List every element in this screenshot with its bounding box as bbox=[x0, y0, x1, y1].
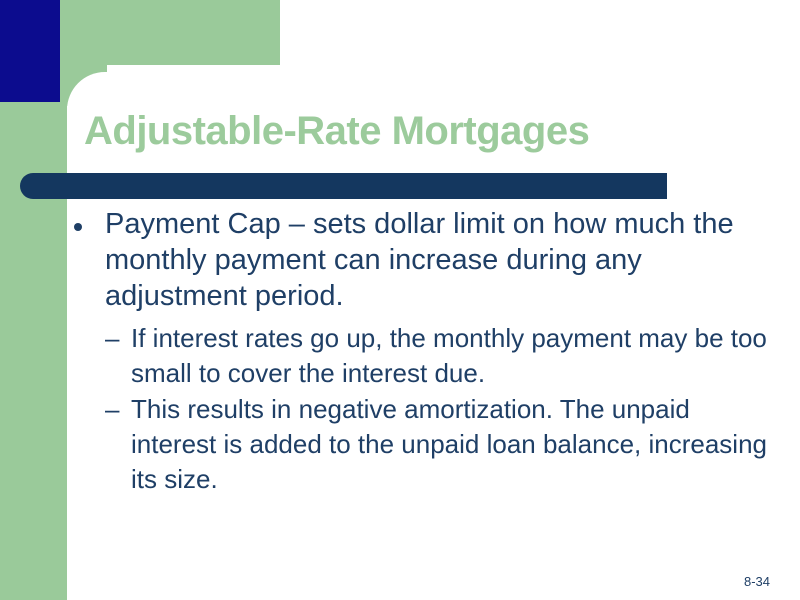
bullet-line: This results in negative amortization. The unpaid bbox=[131, 394, 690, 424]
title-divider-bar bbox=[20, 173, 667, 199]
slide-title: Adjustable-Rate Mortgages bbox=[84, 109, 590, 153]
bullet-line: If interest rates go up, the monthly payment may be too bbox=[131, 323, 767, 353]
bullet-line: monthly payment can increase during any bbox=[105, 244, 642, 276]
bullet-line: interest is added to the unpaid loan balance, increasing bbox=[131, 429, 767, 459]
bullet-level2-negative-amortization bbox=[131, 392, 767, 497]
decor-blue-square bbox=[0, 0, 60, 102]
bullet-line: small to cover the interest due. bbox=[131, 358, 486, 388]
bullet-line: adjustment period. bbox=[105, 280, 344, 312]
bullet-level2-interest-rates bbox=[131, 321, 767, 391]
bullet-dot-icon bbox=[74, 223, 82, 231]
bullet-level1-payment-cap bbox=[105, 206, 734, 314]
bullet-line: Payment Cap – sets dollar limit on how much the bbox=[105, 208, 734, 240]
dash-bullet-icon: – bbox=[105, 323, 120, 353]
page-number: 8-34 bbox=[744, 574, 771, 589]
bullet-line: its size. bbox=[131, 464, 218, 494]
dash-bullet-icon: – bbox=[105, 394, 120, 424]
